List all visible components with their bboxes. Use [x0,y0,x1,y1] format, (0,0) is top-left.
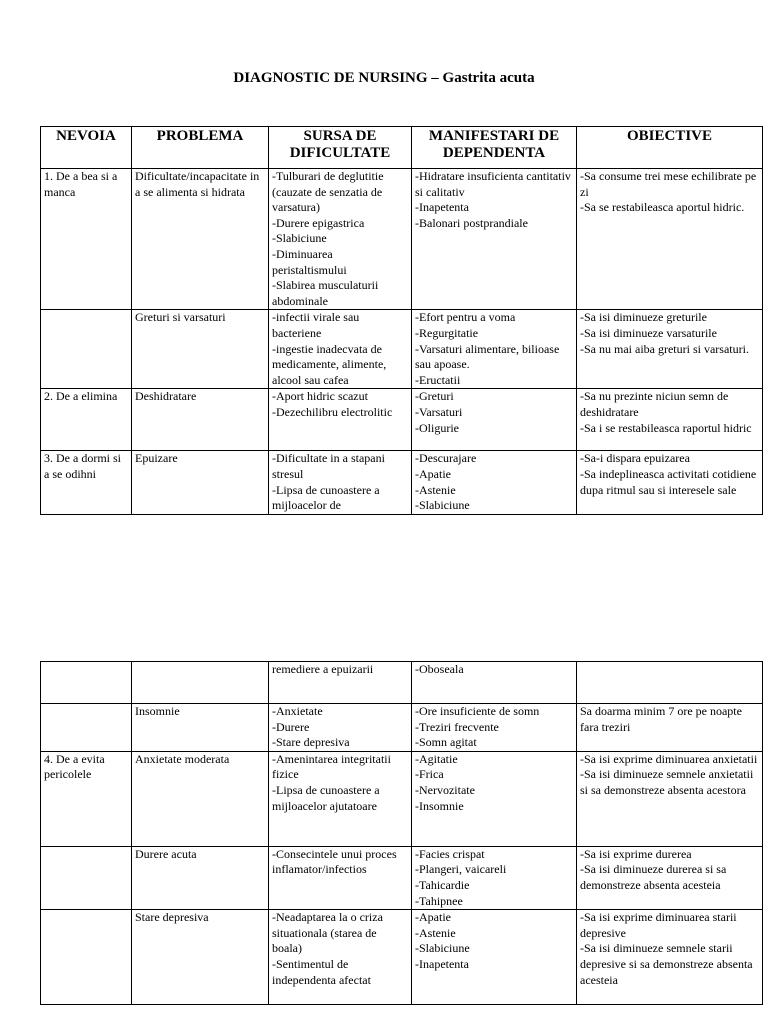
cell-line: -Dificultate in a stapani stresul [272,451,385,481]
nursing-table [40,126,763,515]
cell-line: -Nervozitate [415,782,475,797]
cell-sursa [269,751,412,846]
cell-obiective [577,389,763,451]
cell-line: -Sa isi diminueze semnele anxietatii si sa demonstreze absenta acestora [580,767,754,797]
nursing-table-continued [40,661,763,1005]
cell-line: -Durere epigastrica [272,215,365,230]
cell-text: Stare depresiva [135,910,209,925]
cell-sursa [269,451,412,515]
cell-nevoia [41,662,132,704]
cell-line: -Durere [272,719,310,734]
table-row [41,846,763,909]
cell-problema [132,451,269,515]
cell-line: -ingestie inadecvata de medicamente, alimente, alcool sau cafea [272,341,387,387]
cell-sursa [269,169,412,310]
cell-line: -Descurajare [415,451,477,466]
page-title: DIAGNOSTIC DE NURSING – Gastrita acuta [233,70,535,86]
cell-problema [132,704,269,752]
cell-problema [132,389,269,451]
cell-line: -Facies crispat [415,846,485,861]
cell-line: -Stare depresiva [272,735,350,750]
cell-line: -Dezechilibru electrolitic [272,404,393,419]
cell-line: -Slabirea musculaturii abdominale [272,278,379,308]
cell-line: -Lipsa de cunoastere a mijloacelor de [272,482,380,513]
cell-line: -Somn agitat [415,735,477,750]
cell-text: Deshidratare [135,389,197,404]
header-problema: PROBLEMA [132,127,269,169]
table-row [41,169,763,310]
cell-sursa [269,704,412,752]
cell-line: remediere a epuizarii [272,662,374,676]
cell-line: -Sa isi exprime durerea [580,846,692,861]
cell-line: -Inapetenta [415,956,469,971]
cell-line: -Anxietate [272,704,323,718]
cell-sursa [269,662,412,704]
cell-line: -Astenie [415,482,456,497]
cell-line: -Efort pentru a voma [415,310,516,325]
cell-manifestari [412,451,577,515]
cell-nevoia [41,704,132,752]
cell-line: -Amenintarea integritatii fizice [272,751,391,782]
cell-manifestari [412,662,577,704]
cell-line: -Sa se restabileasca aportul hidric. [580,200,745,215]
cell-nevoia [41,751,132,846]
cell-obiective [577,704,763,752]
cell-line: -Sa-i dispara epuizarea [580,451,690,466]
cell-text: Dificultate/incapacitate in a se alimenta si hidrata [135,169,260,199]
cell-line: -Tulburari de deglutitie (cauzate de senzatia de varsatura) [272,169,384,215]
cell-line: -Ore insuficiente de somn [415,704,540,718]
cell-nevoia [41,910,132,1005]
table-row [41,389,763,451]
cell-text: 4. De a evita pericolele [44,751,105,782]
cell-nevoia [41,169,132,310]
cell-sursa [269,310,412,389]
header-sursa: SURSA DE DIFICULTATE [269,127,412,169]
table-header-row [41,127,763,169]
table-row [41,910,763,1005]
cell-line: -Sa isi exprime diminuarea anxietatii [580,751,758,766]
cell-problema [132,910,269,1005]
cell-line: -Sa nu prezinte niciun semn de deshidratare [580,389,729,419]
cell-manifestari [412,389,577,451]
cell-line: -Slabiciune [415,498,470,513]
cell-line: -Sa isi diminueze durerea si sa demonstreze absenta acesteia [580,862,727,892]
cell-nevoia [41,846,132,909]
header-manifestari: MANIFESTARI DE DEPENDENTA [412,127,577,169]
cell-text: Anxietate moderata [135,751,230,766]
cell-line: -infectii virale sau bacteriene [272,310,360,340]
cell-obiective [577,662,763,704]
table-row [41,704,763,752]
cell-line: -Slabiciune [415,941,470,956]
cell-line: -Tahicardie [415,877,470,892]
cell-sursa [269,389,412,451]
cell-line: -Inapetenta [415,200,469,215]
cell-line: -Sa isi exprime diminuarea starii depresive [580,910,737,940]
table-row [41,662,763,704]
cell-manifestari [412,910,577,1005]
table-row [41,310,763,389]
cell-manifestari [412,751,577,846]
cell-line: -Regurgitatie [415,325,479,340]
cell-obiective [577,751,763,846]
cell-text: 3. De a dormi si a se odihni [44,451,121,481]
cell-nevoia [41,389,132,451]
cell-line: -Sa nu mai aiba greturi si varsaturi. [580,341,749,356]
cell-obiective [577,910,763,1005]
cell-line: -Agitatie [415,751,458,766]
cell-line: -Sa isi diminueze greturile [580,310,707,325]
cell-problema [132,310,269,389]
cell-problema [132,662,269,704]
cell-line: -Plangeri, vaicareli [415,862,507,877]
table-row [41,451,763,515]
cell-line: -Lipsa de cunoastere a mijloacelor ajutatoare [272,782,380,813]
cell-line: -Tahipnee [415,893,463,908]
cell-text: Durere acuta [135,846,197,861]
cell-line: -Slabiciune [272,231,327,246]
cell-text: Epuizare [135,451,178,466]
cell-manifestari [412,846,577,909]
cell-line: -Varsaturi [415,404,463,419]
cell-line: -Varsaturi alimentare, bilioase sau apoase. [415,341,560,372]
cell-line: -Insomnie [415,798,464,813]
cell-obiective [577,310,763,389]
header-nevoia: NEVOIA [41,127,132,169]
cell-line: -Aport hidric scazut [272,389,368,404]
cell-line: -Sa i se restabileasca raportul hidric [580,420,752,435]
cell-nevoia [41,451,132,515]
cell-manifestari [412,704,577,752]
cell-line: -Oligurie [415,420,459,435]
cell-line: -Neadaptarea la o criza situationala (starea de boala) [272,910,383,956]
cell-line: Sa doarma minim 7 ore pe noapte fara treziri [580,704,742,734]
cell-line: -Oboseala [415,662,464,676]
cell-line: -Astenie [415,925,456,940]
cell-line: -Eructatii [415,372,461,387]
cell-obiective [577,846,763,909]
cell-manifestari [412,310,577,389]
table-row [41,751,763,846]
cell-line: -Treziri frecvente [415,719,499,734]
cell-problema [132,169,269,310]
cell-obiective [577,169,763,310]
cell-line: -Sa consume trei mese echilibrate pe zi [580,169,757,199]
cell-line: -Frica [415,767,444,782]
cell-text: 2. De a elimina [44,389,118,404]
cell-line: -Consecintele unui proces inflamator/infectios [272,846,397,877]
cell-problema [132,846,269,909]
cell-line: -Hidratare insuficienta cantitativ si calitativ [415,169,571,199]
cell-line: -Apatie [415,466,451,481]
cell-text: Greturi si varsaturi [135,310,226,325]
header-obiective: OBIECTIVE [577,127,763,169]
cell-problema [132,751,269,846]
cell-nevoia [41,310,132,389]
cell-text: 1. De a bea si a manca [44,169,118,199]
cell-line: -Sa isi diminueze semnele starii depresive si sa demonstreze absenta acesteia [580,941,753,987]
cell-line: -Diminuarea peristaltismului [272,246,347,277]
cell-text: Insomnie [135,704,180,718]
cell-manifestari [412,169,577,310]
cell-line: -Apatie [415,910,451,925]
cell-obiective [577,451,763,515]
cell-line: -Balonari postprandiale [415,215,528,230]
cell-sursa [269,910,412,1005]
cell-sursa [269,846,412,909]
cell-line: -Sa indeplineasca activitati cotidiene dupa ritmul sau si interesele sale [580,466,757,497]
cell-line: -Sa isi diminueze varsaturile [580,325,717,340]
cell-line: -Greturi [415,389,454,404]
cell-line: -Sentimentul de independenta afectat [272,956,371,987]
